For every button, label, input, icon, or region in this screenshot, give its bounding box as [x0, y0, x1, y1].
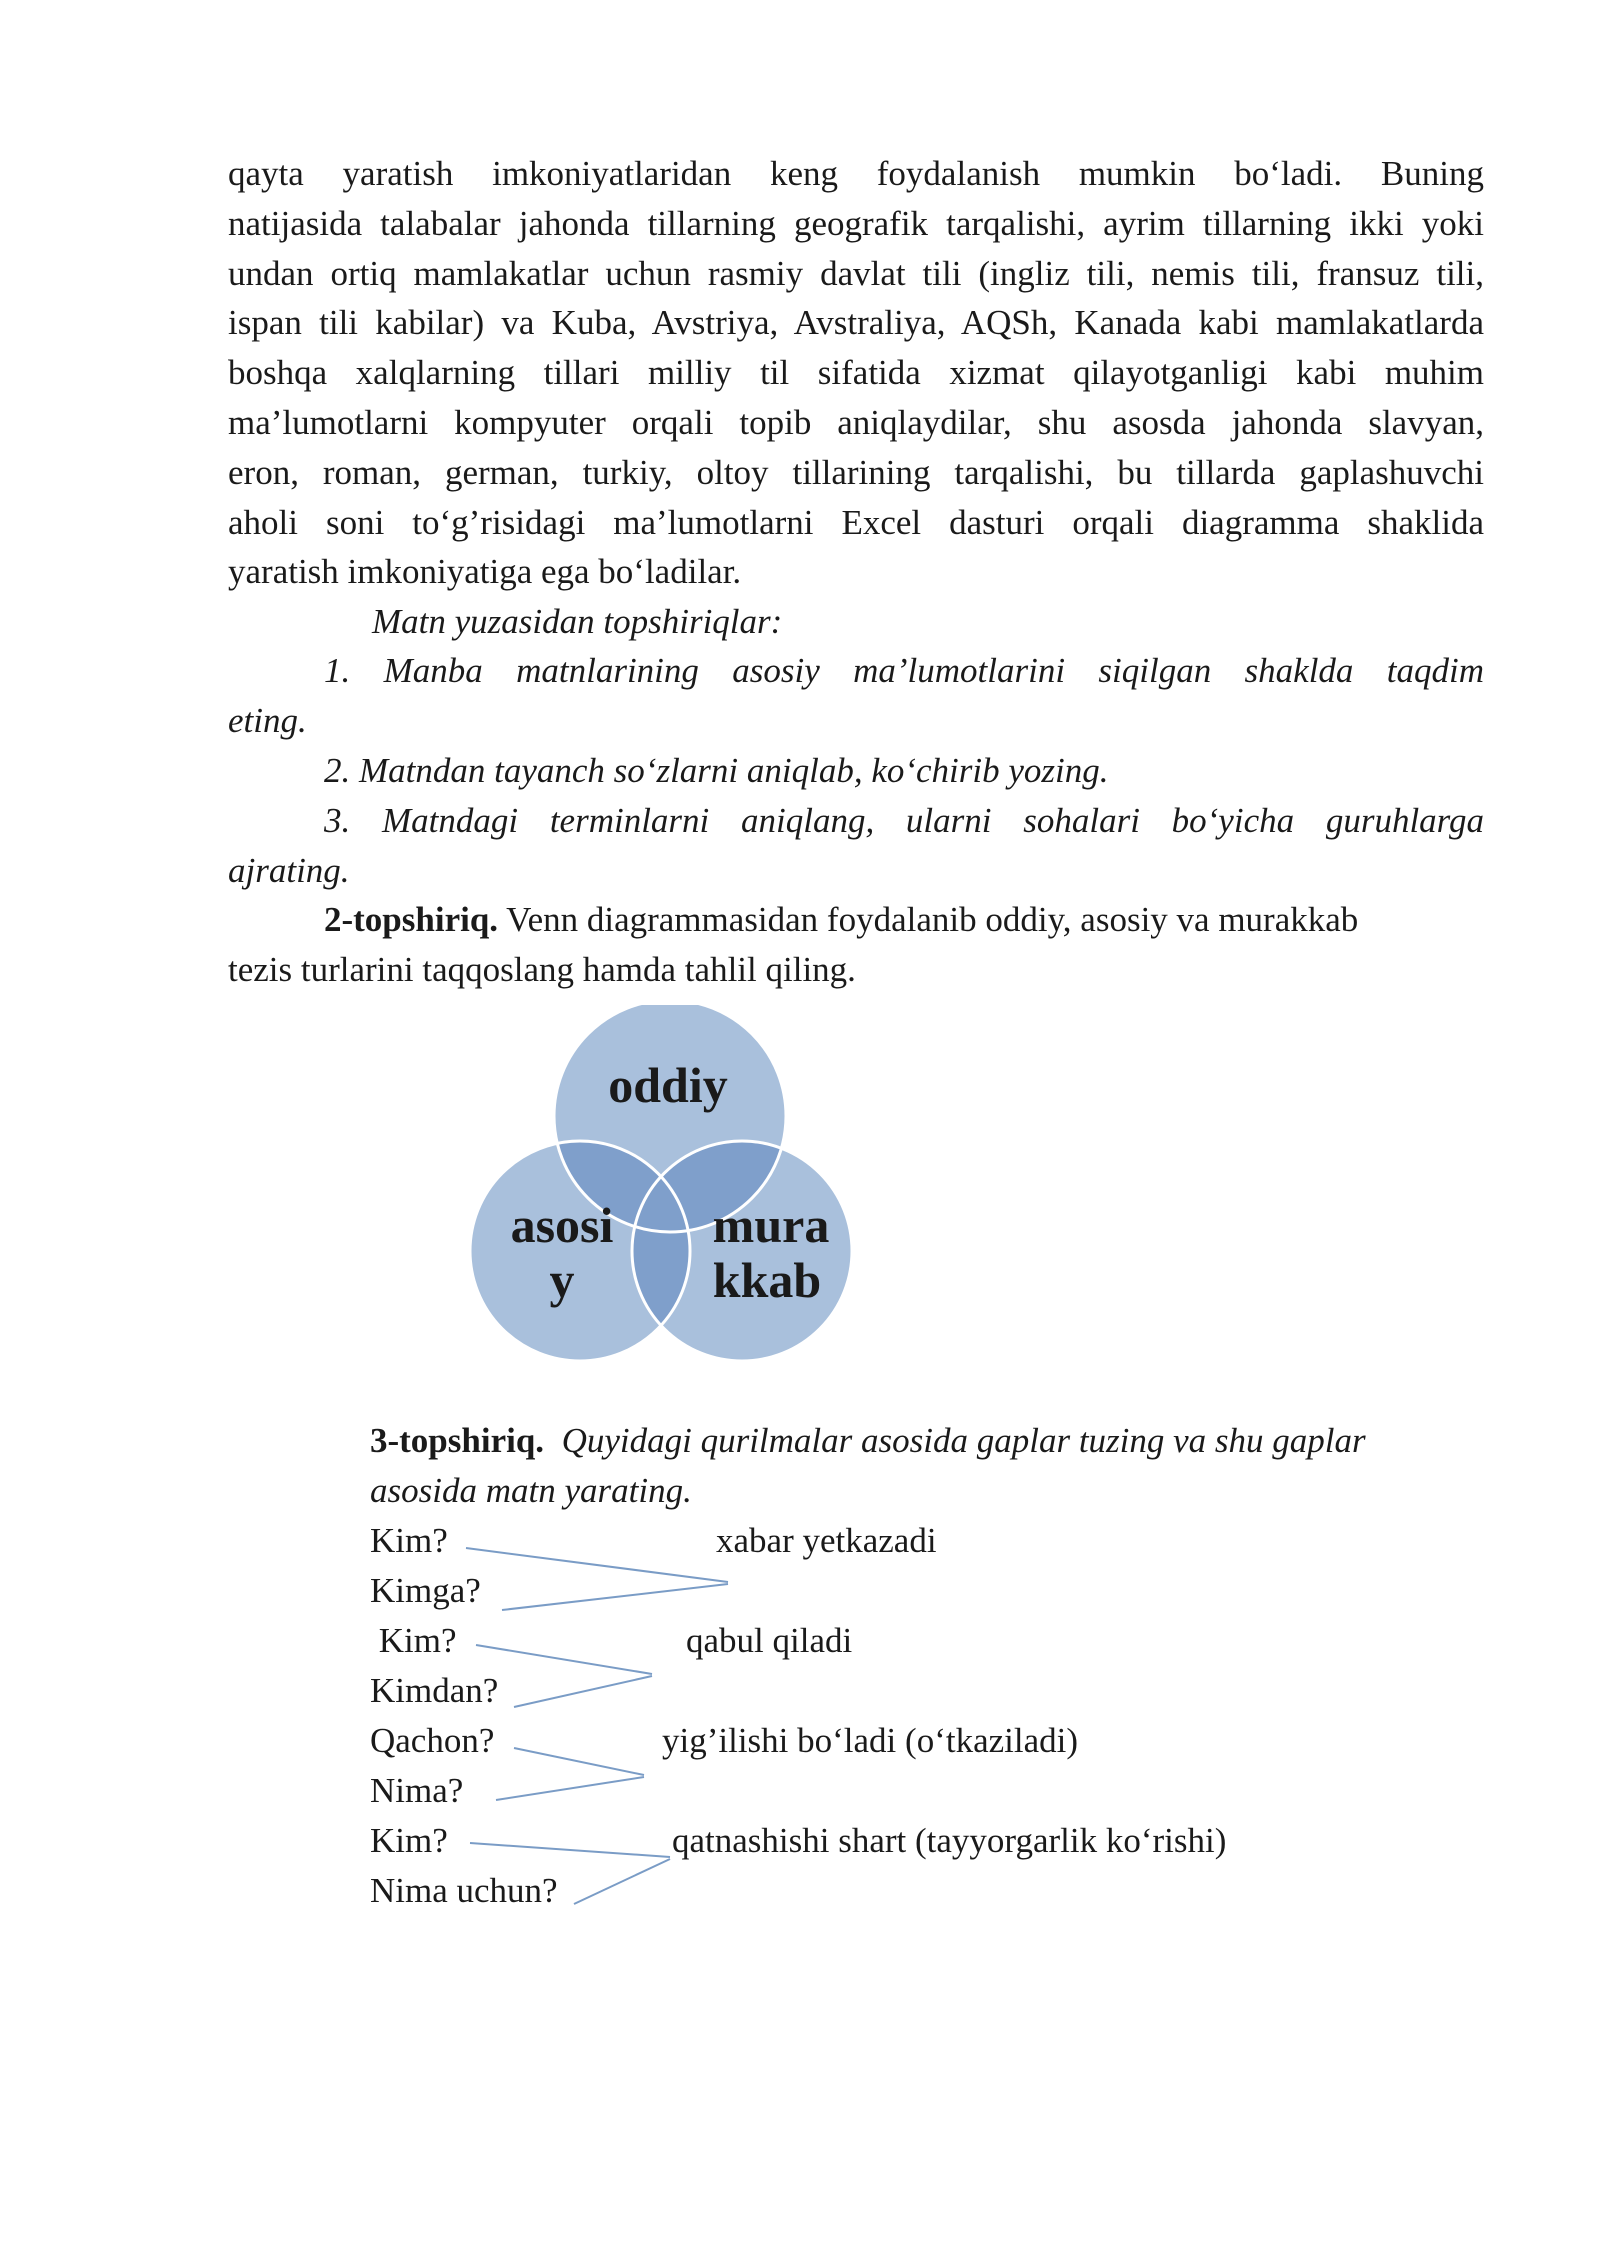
exercise-2-line-1 [324, 895, 1358, 945]
paragraph-line: aholi soni to‘g’risidagi ma’lumotlarni Excel dasturi orqali diagramma shaklida [228, 502, 1484, 542]
paragraph-line: qayta yaratish imkoniyatlaridan keng foydalanish mumkin bo‘ladi. Buning [228, 154, 1484, 193]
task-3-line-1: 3. Matndagi terminlarni aniqlang, ularni sohalari bo‘yicha guruhlarga [324, 801, 1484, 840]
pair-3-q1: Qachon? [370, 1721, 495, 1760]
exercise-3-text: Quyidagi qurilmalar asosida gaplar tuzing va shu gaplar [561, 1421, 1366, 1460]
exercise-2-line-2: tezis turlarini taqqoslang hamda tahlil qiling. [228, 950, 856, 989]
connector-line [466, 1548, 728, 1582]
venn-label-right-1: mura [712, 1197, 830, 1253]
task-3-line-2: ajrating. [228, 850, 350, 890]
exercise-3-label: 3-topshiriq. [370, 1421, 545, 1460]
pair-4-q1: Kim? [370, 1821, 448, 1860]
exercise-2-label: 2-topshiriq. [324, 900, 499, 939]
task-1-line-2: eting. [228, 700, 307, 740]
pair-2-result: qabul qiladi [686, 1621, 853, 1660]
paragraph-line: ma’lumotlarni kompyuter orqali topib aniqlaydilar, shu asosda jahonda slavyan, [228, 402, 1484, 442]
paragraph-line: yaratish imkoniyatiga ega bo‘ladilar. [228, 552, 742, 592]
task-1 [228, 646, 1484, 746]
venn-label-left-1: asosi [510, 1197, 614, 1253]
pair-3-result: yig’ilishi bo‘ladi (o‘tkaziladi) [662, 1721, 1079, 1760]
venn-label-top: oddiy [608, 1057, 728, 1113]
task-3 [228, 796, 1484, 896]
task-2: 2. Matndan tayanch so‘zlarni aniqlab, ko‘chirib yozing. [324, 751, 1109, 790]
exercise-3-line-1 [370, 1416, 1366, 1466]
exercise-3-line-2: asosida matn yarating. [370, 1471, 692, 1510]
venn-label-left-2: y [549, 1252, 575, 1308]
pair-2-q1: Kim? [370, 1621, 457, 1660]
venn-label-right-2: kkab [712, 1252, 822, 1308]
paragraph-line: undan ortiq mamlakatlar uchun rasmiy davlat tili (ingliz tili, nemis tili, fransuz tili, [228, 253, 1484, 293]
connector-line [470, 1843, 670, 1857]
pair-1-result: xabar yetkazadi [716, 1521, 937, 1560]
connector-line [502, 1584, 728, 1610]
paragraph-main [228, 149, 1484, 597]
connector-line [574, 1859, 670, 1904]
pair-2-q2: Kimdan? [370, 1671, 499, 1710]
pair-4-q2: Nima uchun? [370, 1871, 558, 1910]
venn-diagram [470, 1005, 870, 1395]
connector-line [514, 1676, 652, 1707]
paragraph-line: eron, roman, german, turkiy, oltoy tillarining tarqalishi, bu tillarda gaplashuvchi [228, 452, 1484, 492]
connector-line [514, 1748, 644, 1775]
pair-4-result: qatnashishi shart (tayyorgarlik ko‘rishi) [672, 1821, 1227, 1860]
paragraph-line: boshqa xalqlarning tillari milliy til sifatida xizmat qilayotganligi kabi muhim [228, 353, 1484, 393]
task-1-line-1: 1. Manba matnlarining asosiy ma’lumotlarini siqilgan shaklda taqdim [324, 651, 1484, 690]
pair-1-q2: Kimga? [370, 1571, 481, 1610]
pair-1-q1: Kim? [370, 1521, 448, 1560]
pair-3-q2: Nima? [370, 1771, 464, 1810]
connector-line [476, 1645, 652, 1674]
connector-line [496, 1777, 644, 1800]
exercise-2-text: Venn diagrammasidan foydalanib oddiy, asosiy va murakkab [498, 900, 1359, 939]
paragraph-line: natijasida talabalar jahonda tillarning geografik tarqalishi, ayrim tillarning ikki yoki [228, 203, 1484, 243]
paragraph-line: ispan tili kabilar) va Kuba, Avstriya, Avstraliya, AQSh, Kanada kabi mamlakatlarda [228, 303, 1484, 343]
tasks-heading: Matn yuzasidan topshiriqlar: [372, 602, 783, 641]
